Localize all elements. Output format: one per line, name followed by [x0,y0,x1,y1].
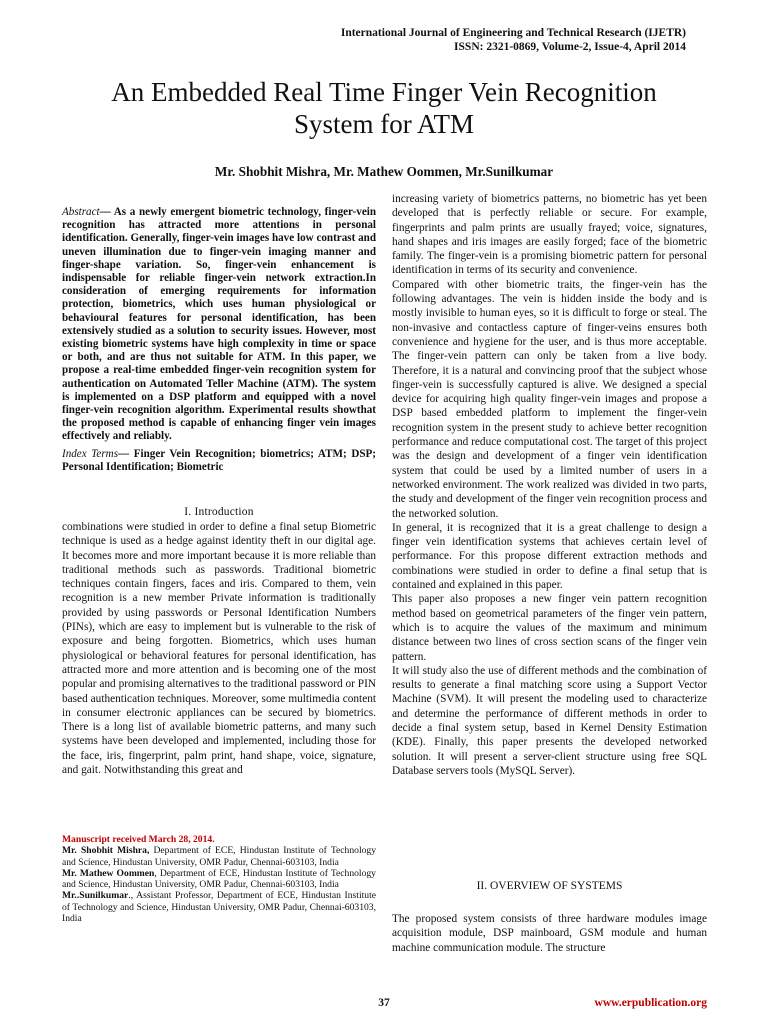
right-column-body [392,192,707,778]
footnote-author-1: Mr. Shobhit Mishra, Department of ECE, Hindustan Institute of Technology and Science, Hindustan University, OMR Padur, Chennai-603103, India [62,845,376,868]
page-number: 37 [378,997,390,1009]
right-paragraph-2: Compared with other biometric traits, the finger-vein has the following advantages. The vein is hidden inside the body and is mostly invisible to human eyes, so it is difficult to forge or steal. The non-invasive and contactless capture of finger-veins ensures both convenience and hygiene for the user, and is thus more acceptable. The finger-vein pattern can only be taken from a live body. Therefore, it is a natural and convincing proof that the subject whose finger-vein is successfully captured is alive. We designed a special device for acquiring high quality finger-vein images and propose a DSP based embedded platform to implement the finger-vein recognition system in the present study to achieve better recognition performance and reduce computational cost. The target of this project was the design and development of a finger vein identification system that could be used by a limited number of users in a networked environment. The work realized was divided in two parts, the study and development of the finger vein recognition process and the networked solution. [392,278,707,520]
section-1-heading: I. Introduction [184,506,254,518]
title-line-1: An Embedded Real Time Finger Vein Recognition [111,77,657,107]
footnote-author-2: Mr. Mathew Oommen, Department of ECE, Hindustan Institute of Technology and Science, Hindustan University, OMR Padur, Chennai-603103, India [62,867,376,891]
publisher-website[interactable]: www.erpublication.org [594,997,707,1009]
right-paragraph-5: It will study also the use of different methods and the combination of results to generate a final matching score using a Support Vector Machine (SVM). It will present the modeling used to characterize and determine the performance of different methods in order to decide a final system setup, based in Kernel Density Estimation (KDE). Finally, this paper presents the developed networked solution. It will present a server-client structure using free SQL Database servers tools (MySQL Server). [392,664,707,777]
index-terms [62,448,376,474]
index-terms-text: — Finger Vein Recognition; biometrics; ATM; DSP; Personal Identification; Biometric [62,448,376,474]
paper-title [40,76,728,140]
section-2-heading: II. OVERVIEW OF SYSTEMS [476,880,623,892]
right-paragraph-3: In general, it is recognized that it is a great challenge to design a finger vein identification systems that achieves certain level of performance. For this propose different extraction methods and combinations were studied in order to define a final setup that is contained and explained in this paper. [392,521,707,592]
footnote-author-3: Mr..Sunilkumar., Assistant Professor, Department of ECE, Hindustan Institute of Technology and Science, Hindustan University, OMR Padur, Chennai-603103, India [62,890,376,925]
abstract-label: Abstract [62,206,100,218]
footnotes [62,834,376,924]
section-2-body [392,912,707,955]
right-paragraph-1: increasing variety of biometrics patterns, no biometric has yet been developed that is perfectly reliable or secure. For example, fingerprints and palm prints are usually frayed; voice, signatures, hand shapes and iris images are easily forged; face of the biometric family. The finger-vein is a promising biometric pattern for personal identification in terms of its security and convenience. [392,193,707,277]
index-terms-label: Index Terms [62,448,119,460]
abstract-text: — As a newly emergent biometric technology, finger-vein recognition has attracted more attentions in personal identification. Generally, finger-vein images have low contrast and uneven illumination due to finger-vein imaging manner and finger-shape variation. So, finger-vein enhancement is indispensable for reliable finger-vein network extraction.In consideration of emerging requirements for information protection, biometrics, which uses human physiological or behavioural features for personal identification, has been extensively studied as a solution to security issues. However, most existing biometric systems have high complexity in time or space or both, and are thus not suitable for ATM. In this paper, we propose a real-time embedded finger-vein recognition system for authentication on Automated Teller Machine (ATM). The system is implemented on a DSP platform and equipped with a novel finger-vein recognition algorithm. Experimental results showthat the proposed method is capable of enhancing finger vein images effectively and reliably. [62,206,376,443]
journal-issn: ISSN: 2321-0869, Volume-2, Issue-4, April 2014 [454,41,686,53]
right-paragraph-4: This paper also proposes a new finger vein pattern recognition method based on geometrical parameters of the finger vein pattern, which is to acquire the values of the maximum and minimum distance between two lines of cross section scans of the finger vein pattern. [392,593,707,663]
manuscript-received: Manuscript received March 28, 2014. [62,834,215,845]
journal-name: International Journal of Engineering and Technical Research (IJETR) [340,27,686,39]
journal-header [341,26,686,54]
section-2-paragraph: The proposed system consists of three hardware modules image acquisition module, DSP mainboard, GSM module and human machine communication module. The structure [392,913,707,954]
authors-line: Mr. Shobhit Mishra, Mr. Mathew Oommen, Mr.Sunilkumar [214,164,554,179]
title-line-2: System for ATM [293,109,474,139]
introduction-body [62,520,376,777]
intro-paragraph: combinations were studied in order to define a final setup Biometric technique is used as a hedge against identity theft in our digital age. It becomes more and more important because it is more reliable than traditional methods such as passwords. Traditional biometric techniques contain fingers, faces and iris. Compared to them, vein recognition is a new member Private information is traditionally provided by using passwords or Personal Identification Numbers (PINs), which are easy to implement but is vulnerable to the risk of exposure and being forgotten. Biometrics, which uses human physiological or behavioral features for personal identification, has attracted more and more attention and is becoming one of the most popular and promising alternatives to the traditional password or PIN based authentication techniques. Moreover, some multimedia content in consumer electronic appliances can be secured by biometrics. There is a long list of available biometric patterns, and many such systems have been developed and implemented, including those for the face, iris, fingerprint, palm print, hand shape, voice, signature, and gait. Notwithstanding this great and [62,521,376,777]
abstract [62,206,376,444]
